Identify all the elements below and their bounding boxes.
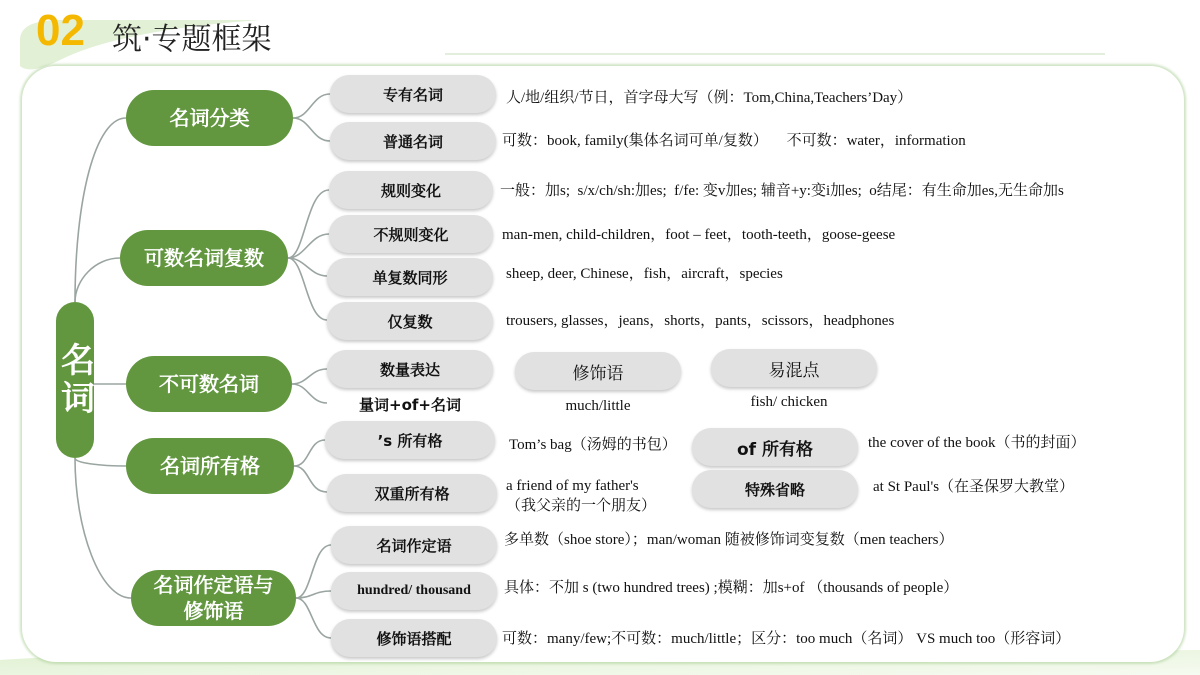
description-same-form: sheep, deer, Chinese，fish，aircraft，species <box>506 266 783 282</box>
subcategory-measure-word: 量词+of+名词 <box>359 396 461 414</box>
category-possessive: 名词所有格 <box>126 438 294 494</box>
subcategory-s-possessive: ’s 所有格 <box>325 421 495 459</box>
category-noun-classification: 名词分类 <box>126 90 293 146</box>
subcategory-hundred-thousand: hundred/ thousand <box>331 572 497 610</box>
slide-number: 02 <box>36 6 85 55</box>
description-double-possessive-en: a friend of my father's <box>506 478 639 494</box>
category-noun-as-modifier <box>131 570 296 626</box>
special-omission-desc: at St Paul's（在圣保罗大教堂） <box>873 479 1075 495</box>
description-double-possessive-zh: （我父亲的一个朋友） <box>506 498 657 514</box>
subcategory-plural-only: 仅复数 <box>327 302 493 340</box>
category-countable-plural: 可数名词复数 <box>120 230 288 286</box>
uncountable-confusable-pill: 易混点 <box>711 349 877 387</box>
subcategory-double-possessive: 双重所有格 <box>327 474 497 512</box>
description-proper-noun: 人/地/组织/节日，首字母大写（例：Tom,China,Teachers’Day） <box>506 90 913 106</box>
category-noun-as-modifier-line2: 修饰语 <box>183 599 244 623</box>
description-noun-attributive: 多单数（shoe store）；man/woman 随被修饰词变复数（men teachers） <box>504 532 954 548</box>
subcategory-modifier-collocation: 修饰语搭配 <box>331 619 497 657</box>
category-noun-as-modifier-line1: 名词作定语与 <box>153 573 274 597</box>
subcategory-irregular-change: 不规则变化 <box>329 215 493 253</box>
uncountable-confusable-desc: fish/ chicken <box>750 394 828 410</box>
slide-title: 筑·专题框架 <box>112 22 272 57</box>
uncountable-modifier-desc: much/little <box>565 398 631 414</box>
description-modifier-collocation: 可数：many/few;不可数：much/little；区分：too much（名词） VS much too（形容词） <box>502 631 1071 647</box>
of-possessive-desc: the cover of the book（书的封面） <box>868 435 1086 451</box>
description-irregular-change: man-men, child-children，foot – feet，tooth-teeth，goose-geese <box>502 227 896 243</box>
subcategory-same-form: 单复数同形 <box>327 258 493 296</box>
uncountable-modifier-pill: 修饰语 <box>515 352 681 390</box>
subcategory-common-noun: 普通名词 <box>330 122 496 160</box>
subcategory-noun-attributive: 名词作定语 <box>331 526 497 564</box>
of-possessive-pill: of 所有格 <box>692 428 858 466</box>
subcategory-quantity-expression: 数量表达 <box>327 350 493 388</box>
subcategory-proper-noun: 专有名词 <box>330 75 496 113</box>
description-hundred-thousand: 具体：不加 s (two hundred trees) ;模糊：加s+of （thousands of people） <box>504 580 959 596</box>
category-uncountable-noun: 不可数名词 <box>126 356 292 412</box>
root-node-noun: 名词 <box>56 302 94 458</box>
description-common-noun: 可数：book, family(集体名词可单/复数） 不可数：water，information <box>502 133 966 149</box>
description-plural-only: trousers, glasses，jeans，shorts，pants，scissors，headphones <box>506 313 895 329</box>
special-omission-pill: 特殊省略 <box>692 470 858 508</box>
description-s-possessive: Tom’s bag（汤姆的书包） <box>509 437 677 453</box>
subcategory-regular-change: 规则变化 <box>329 171 493 209</box>
description-regular-change: 一般：加s; s/x/ch/sh:加es; f/fe: 变v加es; 辅音+y:变i加es; o结尾：有生命加es,无生命加s <box>500 183 1064 199</box>
